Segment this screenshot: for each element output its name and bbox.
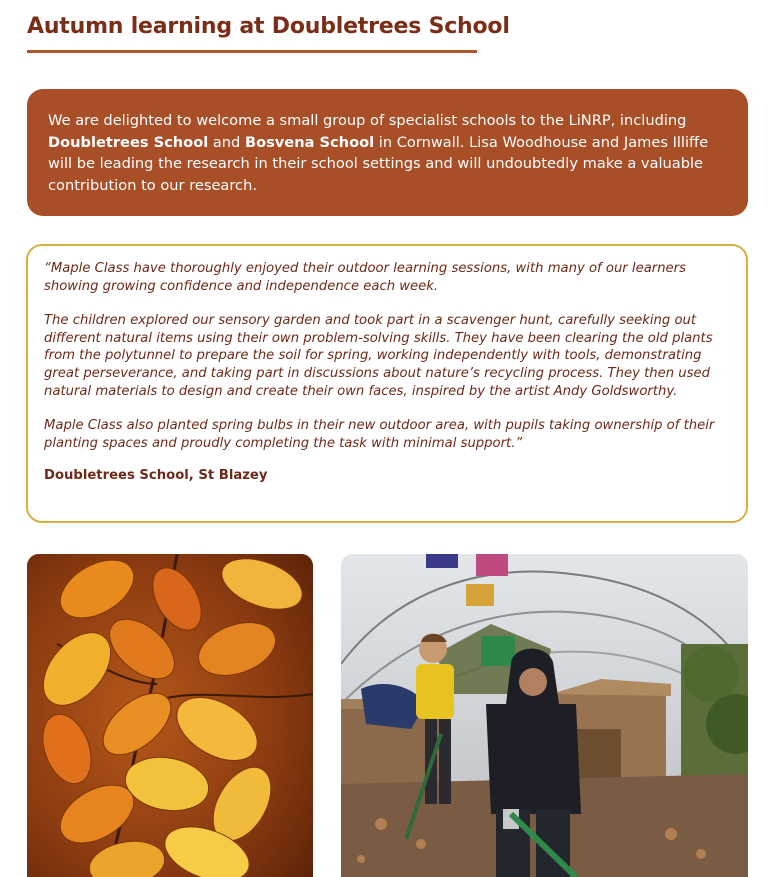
quote-paragraph-3: Maple Class also planted spring bulbs in their new outdoor area, with pupils taking ownership of their planting spaces and proudly completing the task with minimal support.” (44, 418, 715, 451)
quote-box (26, 244, 748, 523)
intro-box (27, 89, 748, 216)
page-title: Autumn learning at Doubletrees School (27, 14, 510, 39)
autumn-leaves-illustration (27, 554, 313, 877)
intro-text-part1: We are delighted to welcome a small group of specialist schools to the LiNRP, including (48, 112, 687, 129)
autumn-leaves-photo (27, 554, 313, 877)
intro-text-part3: in Cornwall. Lisa Woodhouse and James Illiffe will be leading the research in their school settings and will undoubtedly make a valuable contribution to our research. (48, 133, 709, 194)
intro-school-bosvena: Bosvena School (244, 133, 375, 151)
polytunnel-photo (341, 554, 748, 877)
quote-paragraph-1: “Maple Class have thoroughly enjoyed their outdoor learning sessions, with many of our learners showing growing confidence and independence each week. (44, 261, 686, 294)
intro-school-doubletrees: Doubletrees School (48, 133, 209, 151)
polytunnel-illustration (341, 554, 748, 877)
title-underline (27, 50, 477, 53)
quote-paragraph-2: The children explored our sensory garden and took part in a scavenger hunt, carefully seeking out different natural items using their own problem-solving skills. They have been clearing the old plants from the polytunnel to prepare the soil for spring, working independently with tools, demonstrating great perseverance, and taking part in discussions about nature’s recycling process. They then used natural materials to design and create their own faces, inspired by the artist Andy Goldsworthy. (44, 313, 713, 399)
quote-attribution: Doubletrees School, St Blazey (44, 468, 268, 484)
intro-text-part2: and (208, 133, 245, 151)
